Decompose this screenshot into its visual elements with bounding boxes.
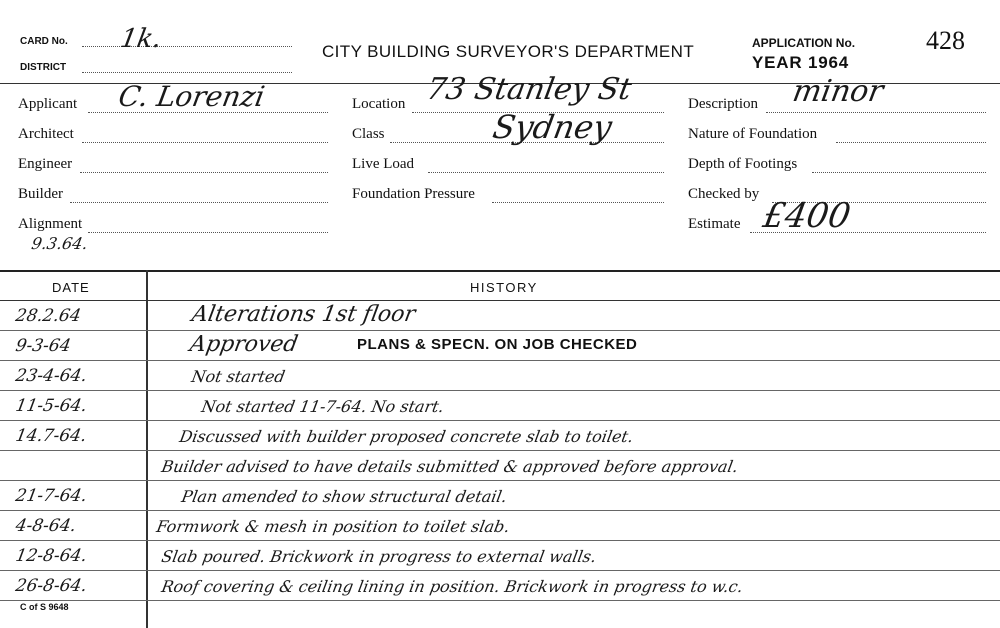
foundation-pressure-line (492, 202, 664, 203)
history-row-date: 4-8-64. (14, 516, 78, 536)
table-header-rule (0, 300, 1000, 301)
history-row-date: 26-8-64. (14, 576, 89, 596)
builder-label: Builder (18, 186, 63, 202)
card-no-line (82, 46, 292, 47)
form-number: C of S 9648 (20, 602, 69, 612)
history-row-rule (0, 480, 1000, 481)
history-row-date: 23-4-64. (14, 366, 89, 386)
history-row-date: 9-3-64 (14, 336, 73, 356)
district-line (82, 72, 292, 73)
nature-of-foundation-label: Nature of Foundation (688, 126, 818, 142)
history-row-rule (0, 450, 1000, 451)
class-label: Class (352, 126, 385, 142)
estimate-value: £400 (760, 196, 854, 236)
date-column-divider (146, 270, 148, 628)
engineer-line (80, 172, 328, 173)
card-no-value: 1k. (118, 24, 164, 54)
engineer-label: Engineer (18, 156, 73, 172)
history-row-rule (0, 360, 1000, 361)
description-line (766, 112, 986, 113)
applicant-label: Applicant (18, 96, 78, 112)
foundation-pressure-label: Foundation Pressure (352, 186, 475, 202)
builder-line (70, 202, 328, 203)
estimate-label: Estimate (688, 216, 741, 232)
description-label: Description (688, 96, 758, 112)
history-row-entry: Slab poured. Brickwork in progress to external walls. (160, 547, 598, 566)
location-label: Location (352, 96, 406, 112)
history-row-date: 21-7-64. (14, 486, 89, 506)
history-row-entry: Roof covering & ceiling lining in position. Brickwork in progress to w.c. (160, 577, 745, 596)
table-top-rule (0, 270, 1000, 272)
architect-line (82, 142, 328, 143)
applicant-value: C. Lorenzi (116, 80, 268, 113)
history-row-date: 28.2.64 (14, 306, 83, 326)
location-value: 73 Stanley St (424, 72, 635, 107)
history-row-date: 12-8-64. (14, 546, 89, 566)
history-row-entry: Discussed with builder proposed concrete slab to toilet. (178, 427, 635, 446)
alignment-value: 9.3.64. (30, 234, 90, 253)
history-row-entry: Plan amended to show structural detail. (180, 487, 509, 506)
depth-of-footings-label: Depth of Footings (688, 156, 798, 172)
alignment-line (88, 232, 328, 233)
history-row-rule (0, 570, 1000, 571)
date-column-header: DATE (52, 280, 90, 295)
history-column-header: HISTORY (470, 280, 538, 295)
nature-of-foundation-line (836, 142, 986, 143)
application-no-value: 428 (926, 26, 965, 55)
history-row-rule (0, 510, 1000, 511)
history-row-entry: Alterations 1st floor (190, 302, 418, 327)
history-row-rule (0, 390, 1000, 391)
district-label: DISTRICT (20, 62, 67, 73)
checked-by-label: Checked by (688, 186, 760, 202)
history-row-date: 11-5-64. (14, 396, 89, 416)
card-no-label: CARD No. (20, 36, 68, 47)
history-row-entry: Formwork & mesh in position to toilet slab. (155, 517, 512, 536)
live-load-line (428, 172, 664, 173)
history-row-rule (0, 420, 1000, 421)
history-row-entry: Not started (190, 367, 287, 386)
class-value: Sydney (490, 108, 615, 146)
depth-of-footings-line (812, 172, 986, 173)
history-row-entry: Approved (188, 332, 300, 357)
application-year: YEAR 1964 (752, 53, 849, 72)
history-row-rule (0, 600, 1000, 601)
application-no-label: APPLICATION No. (752, 36, 856, 50)
live-load-label: Live Load (352, 156, 415, 172)
checked-stamp: PLANS & SPECN. ON JOB CHECKED (357, 336, 638, 353)
history-row-rule (0, 540, 1000, 541)
description-value: minor (790, 74, 886, 109)
history-row-rule (0, 330, 1000, 331)
history-row-entry: Builder advised to have details submitted & approved before approval. (160, 457, 740, 476)
history-row-entry: Not started 11-7-64. No start. (200, 397, 446, 416)
department-title: CITY BUILDING SURVEYOR'S DEPARTMENT (322, 42, 695, 61)
alignment-label: Alignment (18, 216, 83, 232)
history-row-date: 14.7-64. (14, 426, 89, 446)
architect-label: Architect (18, 126, 74, 142)
